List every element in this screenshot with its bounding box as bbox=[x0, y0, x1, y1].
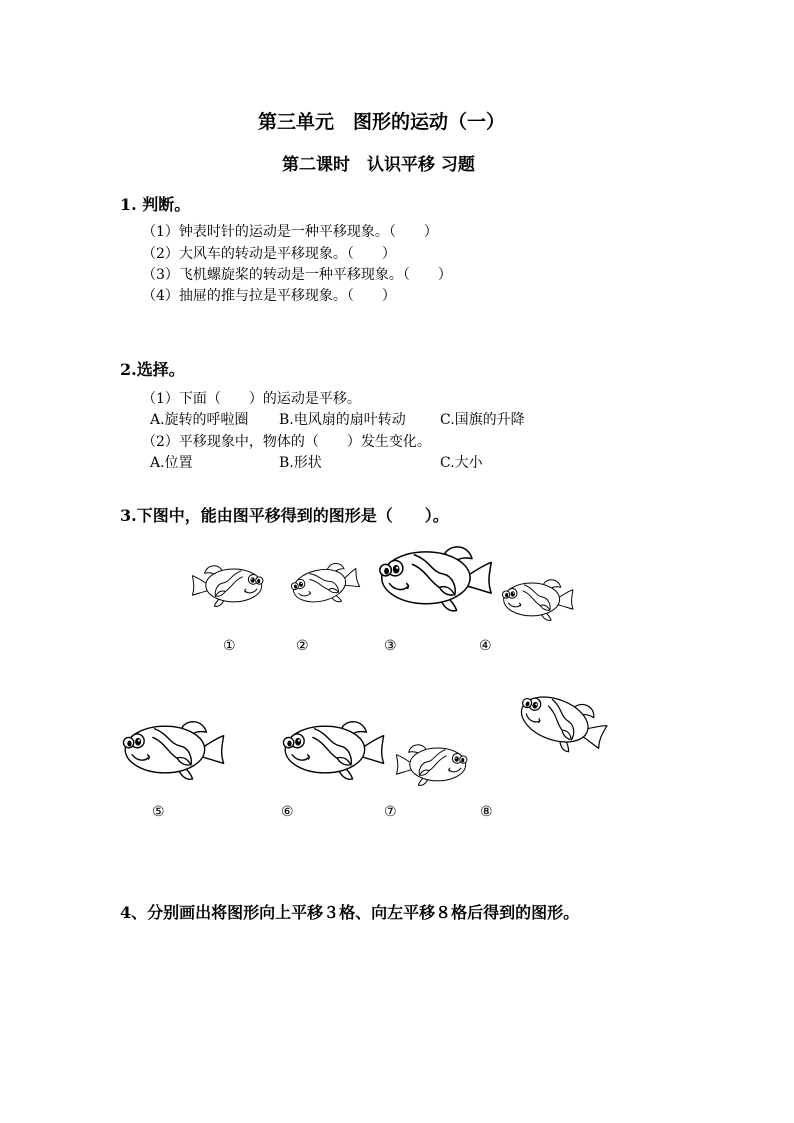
fish-image-4 bbox=[500, 578, 576, 630]
page-title: 第三单元 图形的运动（一） bbox=[258, 111, 506, 133]
question-2-1-option-b: B.电风扇的扇叶转动 bbox=[279, 412, 406, 428]
page-subtitle: 第二课时 认识平移 习题 bbox=[282, 155, 475, 175]
option-label-8: ⑧ bbox=[480, 804, 493, 820]
question-1-item: （2）大风车的转动是平移现象。（ ） bbox=[142, 246, 396, 262]
option-label-1: ① bbox=[223, 638, 236, 654]
option-label-3: ③ bbox=[384, 638, 397, 654]
option-label-2: ② bbox=[296, 638, 309, 654]
option-label-4: ④ bbox=[479, 638, 492, 654]
option-label-5: ⑤ bbox=[152, 804, 165, 820]
question-4-heading: 4、分别画出将图形向上平移３格、向左平移８格后得到的图形。 bbox=[120, 903, 580, 922]
question-2-1-option-a: A.旋转的呼啦圈 bbox=[150, 412, 249, 428]
question-2-2-option-a: A.位置 bbox=[150, 455, 193, 471]
option-label-6: ⑥ bbox=[281, 804, 294, 820]
fish-image-2 bbox=[290, 560, 362, 618]
question-1-item: （4）抽屉的推与拉是平移现象。（ ） bbox=[142, 288, 396, 304]
fish-image-8 bbox=[514, 682, 608, 772]
fish-image-5 bbox=[120, 716, 228, 796]
question-2-1-option-c: C.国旗的升降 bbox=[440, 412, 525, 428]
fish-image-7 bbox=[394, 742, 470, 796]
fish-image-6 bbox=[280, 716, 388, 796]
question-1-item: （3）飞机螺旋桨的转动是一种平移现象。（ ） bbox=[142, 267, 452, 283]
fish-image-3 bbox=[376, 544, 496, 626]
question-2-2-option-c: C.大小 bbox=[440, 455, 483, 471]
fish-image-1 bbox=[190, 560, 266, 620]
question-2-heading: 2.选择。 bbox=[120, 360, 185, 379]
question-2-1-stem: （1）下面（ ）的运动是平移。 bbox=[142, 391, 361, 407]
question-2-2-option-b: B.形状 bbox=[279, 455, 322, 471]
question-2-2-stem: （2）平移现象中，物体的（ ）发生变化。 bbox=[142, 434, 431, 450]
option-label-7: ⑦ bbox=[384, 804, 397, 820]
question-3-heading: 3.下图中，能由图平移得到的图形是（ ）。 bbox=[120, 506, 449, 525]
question-1-item: （1）钟表时针的运动是一种平移现象。（ ） bbox=[142, 224, 438, 240]
question-1-heading: 1. 判断。 bbox=[120, 195, 191, 214]
